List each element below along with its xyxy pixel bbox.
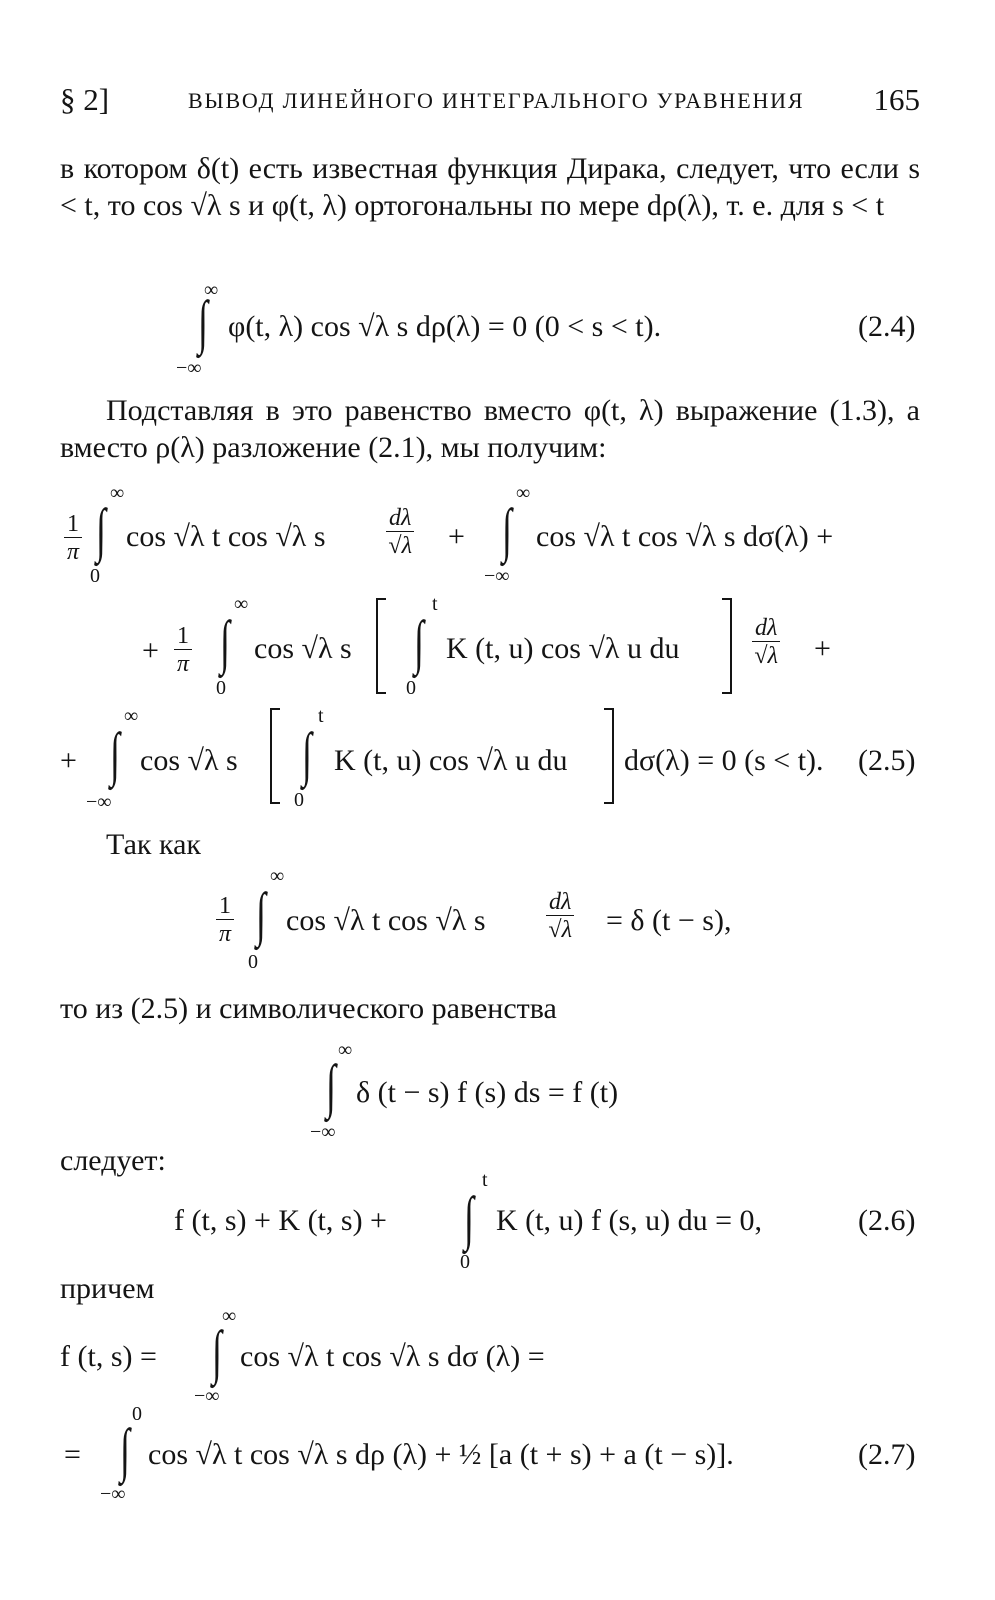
equation-number: (2.6) [858, 1204, 916, 1237]
eq-2-5-frac-1 [382, 506, 418, 558]
eq-2-7-body-1: cos √λ t cos √λ s dσ (λ) = [240, 1340, 545, 1373]
equation-number: (2.5) [858, 744, 916, 777]
eq-2-5-lower-limit-1: 0 [90, 565, 100, 587]
eq-2-5-line2-body: cos √λ s [254, 632, 352, 665]
plus-sign: + [814, 632, 831, 665]
frac-numerator: dλ [752, 616, 780, 642]
integral-sign: ∫ [110, 721, 120, 787]
eq-2-6-lower: 0 [460, 1251, 470, 1273]
paragraph-follows: следует: [60, 1144, 166, 1177]
eq-2-5-inner-upper: t [432, 593, 438, 615]
eq-2-7-upper-2: 0 [132, 1403, 142, 1425]
eq-2-6-lhs: f (t, s) + K (t, s) + [174, 1204, 387, 1237]
eq-delta-frac [542, 890, 578, 942]
integral-sign: ∫ [212, 1319, 222, 1385]
paragraph-since: Так как [106, 828, 201, 861]
eq-2-5-coef: $\frac{1}{\pi}$ [60, 512, 86, 564]
eq-2-5-line3-upper: ∞ [124, 705, 139, 727]
frac-numerator: dλ [546, 890, 574, 916]
right-bracket [722, 598, 732, 694]
eq-delta-upper: ∞ [270, 865, 285, 887]
eq-delta-body: cos √λ t cos √λ s [286, 904, 486, 937]
eq-symbolic-upper: ∞ [338, 1039, 353, 1061]
plus-sign: + [142, 634, 159, 667]
eq-2-5-line3-inner-body: K (t, u) cos √λ u du [334, 744, 568, 777]
eq-delta-coef: $\frac{1}{\pi}$ [212, 894, 238, 946]
eq-2-5-upper-limit-1: ∞ [110, 482, 125, 504]
eq-2-5-lower-limit-2: −∞ [484, 565, 510, 587]
eq-2-7-lower-1: −∞ [194, 1385, 220, 1407]
eq-2-7-upper-1: ∞ [222, 1305, 237, 1327]
eq-2-5-line3-lower: −∞ [86, 791, 112, 813]
equation-number: (2.7) [858, 1438, 916, 1471]
integral-sign: ∫ [198, 289, 208, 355]
eq-2-5-line3-inner-lower: 0 [294, 789, 304, 811]
running-header [60, 82, 920, 122]
paragraph-substitution: Подставляя в это равенство вместо φ(t, λ) выражение (1.3), а вместо ρ(λ) разложение (2.1), мы получим: [60, 394, 920, 464]
eq-2-6-body: K (t, u) f (s, u) du = 0, [496, 1204, 763, 1237]
integral-sign: ∫ [256, 881, 266, 947]
eq-2-7-body-2: cos √λ t cos √λ s dρ (λ) + ½ [a (t + s) + a (t − s)]. [148, 1438, 734, 1471]
eq-2-5-body-1: cos √λ t cos √λ s [126, 520, 326, 553]
left-bracket [376, 598, 386, 694]
plus-sign: + [60, 744, 77, 777]
frac-denominator: √λ [548, 917, 572, 943]
eq-delta-tail: = δ (t − s), [606, 904, 732, 937]
eq-2-7-lhs: f (t, s) = [60, 1340, 157, 1373]
eq-2-5-inner-lower: 0 [406, 677, 416, 699]
frac-denominator: √λ [388, 533, 412, 559]
eq-2-5-line3-body: cos √λ s [140, 744, 238, 777]
eq-2-5-inner-body: K (t, u) cos √λ u du [446, 632, 680, 665]
eq-2-4-body: φ(t, λ) cos √λ s dρ(λ) = 0 (0 < s < t). [228, 310, 662, 343]
eq-2-4-lower-limit: −∞ [176, 357, 202, 379]
paragraph-where: причем [60, 1272, 155, 1305]
eq-delta-lower: 0 [248, 951, 258, 973]
eq-2-6-upper: t [482, 1169, 488, 1191]
right-bracket [604, 708, 614, 804]
eq-symbolic-body: δ (t − s) f (s) ds = f (t) [356, 1076, 619, 1109]
frac-denominator: √λ [754, 643, 778, 669]
equals-sign: = [64, 1438, 81, 1471]
frac-numerator: dλ [386, 506, 414, 532]
plus-sign: + [448, 520, 465, 553]
eq-2-5-line2-upper: ∞ [234, 593, 249, 615]
eq-2-5-line3-tail: dσ(λ) = 0 (s < t). [624, 744, 824, 777]
integral-sign: ∫ [464, 1185, 474, 1251]
eq-2-5-frac-2 [748, 616, 784, 668]
integral-sign: ∫ [96, 497, 106, 563]
eq-2-5-line2-lower: 0 [216, 677, 226, 699]
eq-2-5-upper-limit-2: ∞ [516, 482, 531, 504]
page-number: 165 [873, 82, 920, 117]
paragraph-symbolic: то из (2.5) и символического равенства [60, 992, 557, 1025]
eq-2-5-line3-inner-upper: t [318, 705, 324, 727]
eq-2-4-upper-limit: ∞ [204, 279, 219, 301]
chapter-title: ВЫВОД ЛИНЕЙНОГО ИНТЕГРАЛЬНОГО УРАВНЕНИЯ [188, 88, 805, 113]
left-bracket [270, 708, 280, 804]
integral-sign: ∫ [326, 1053, 336, 1119]
integral-sign: ∫ [120, 1417, 130, 1483]
equation-number: (2.4) [858, 310, 916, 343]
eq-symbolic-lower: −∞ [310, 1121, 336, 1143]
section-marker: § 2] [60, 82, 110, 117]
integral-sign: ∫ [220, 609, 230, 675]
integral-sign: ∫ [502, 497, 512, 563]
eq-2-5-body-2: cos √λ t cos √λ s dσ(λ) + [536, 520, 834, 553]
integral-sign: ∫ [302, 721, 312, 787]
integral-sign: ∫ [414, 609, 424, 675]
eq-2-7-lower-2: −∞ [100, 1483, 126, 1505]
paragraph-intro: в котором δ(t) есть известная функция Дирака, следует, что если s < t, то cos √λ s и φ(t, λ) ортогональны по мере dρ(λ), т. е. для s < t [60, 152, 920, 222]
eq-2-5-coef-2: $\frac{1}{\pi}$ [170, 624, 196, 676]
